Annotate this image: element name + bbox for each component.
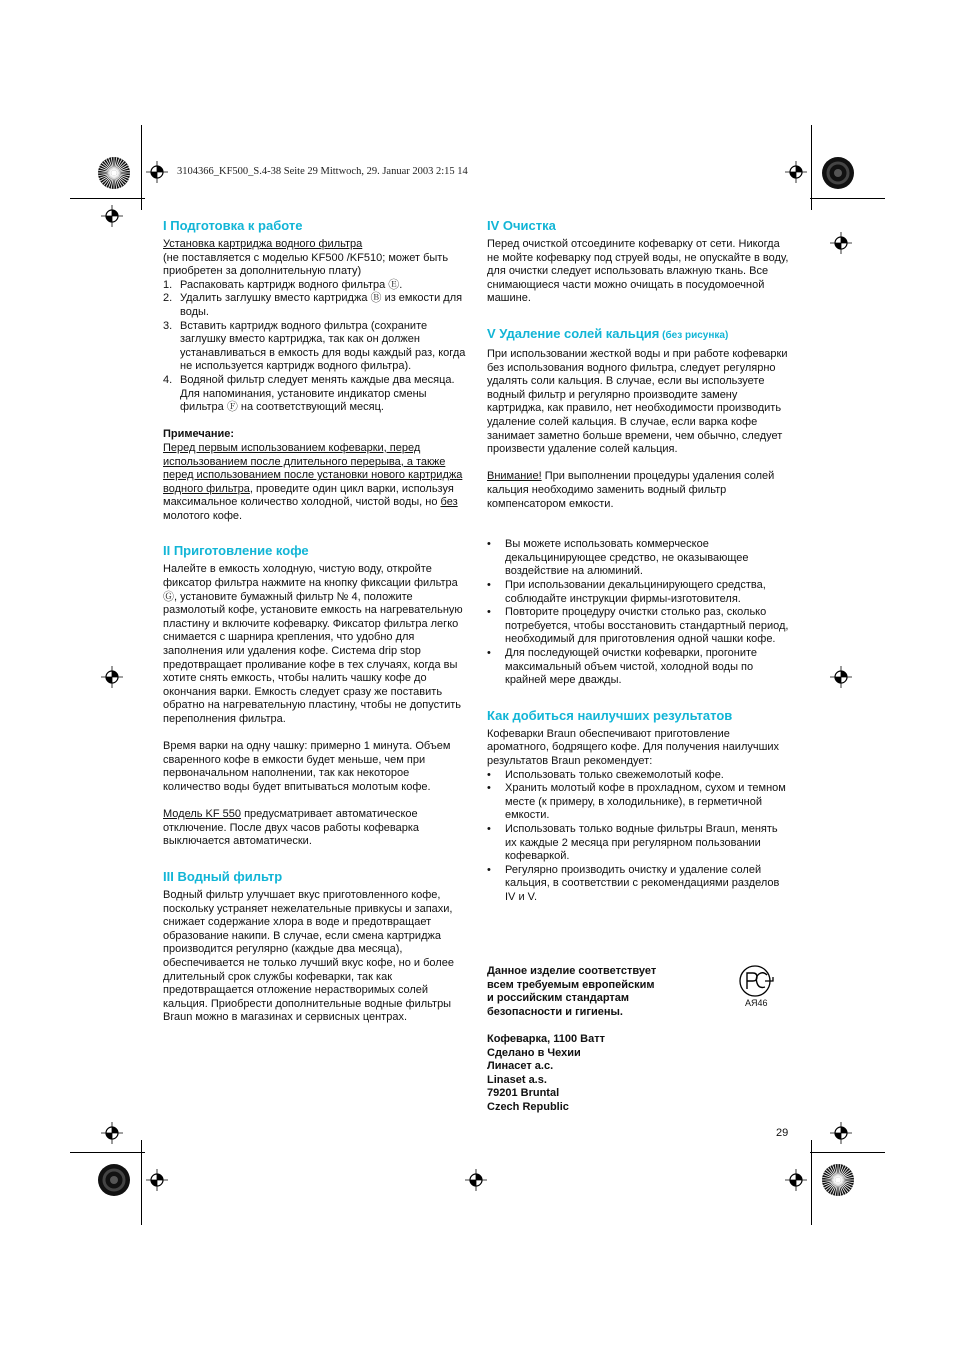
list-item: • Использовать только водные фильтры Braun, менять их каждые 2 месяца при регулярном пользовании кофеваркой. [487, 823, 792, 864]
registration-mark-icon [101, 1122, 123, 1144]
list-item: • Для последующей очистки кофеварки, прогоните максимальный объем чистой, холодной воды по крайней мере дважды. [487, 647, 792, 688]
registration-mark-icon [146, 161, 168, 183]
registration-mark-icon [101, 666, 123, 688]
section-title: V Удаление солей кальция (без рисунка) [487, 325, 729, 341]
list-item: • Регулярно производить очистку и удаление солей кальция, в соответствии с рекомендациями разделов IV и V. [487, 864, 792, 905]
compliance-statement: Данное изделие соответствует всем требуемым европейским и российским стандартам безопасности и гигиены. [487, 965, 657, 1018]
registration-mark-icon [830, 666, 852, 688]
list-item: 1. Распаковать картридж водного фильтра Ⓔ. [163, 278, 403, 291]
right-column [487, 218, 792, 905]
paragraph: Модель KF 550 предусматривает автоматическое отключение. После двух часов работы кофеварка выключается автоматически. [163, 808, 420, 848]
section-title: I Подготовка к работе [163, 218, 303, 233]
crop-line [70, 198, 145, 199]
manufacturer-address: Кофеварка, 1100 Ватт Сделано в Чехии Линасет а.с. Linaset a.s. 79201 Bruntal Czech Republic [487, 1033, 605, 1113]
paragraph: Время варки на одну чашку: примерно 1 минута. Объем сваренного кофе в емкости будет меньше, чем при первоначальном наполнении, так как некоторое количество воды будет впитываться молотым кофе. [163, 740, 451, 793]
section-title: II Приготовление кофе [163, 543, 309, 559]
paragraph: При использовании жесткой воды и при работе кофеварки без использования водного фильтра, следует регулярно удалять соли кальция. В случае, если вы используете водный фильтр и регулярно производите замену картриджа, как правило, нет необходимости производить удаление солей кальция. В случае, если варка кофе занимает заметно больше времени, чем обычно, следует произвести удаление солей кальция. [487, 347, 788, 456]
list-item: 4. Водяной фильтр следует менять каждые два месяца. Для напоминания, установите индикатор смены фильтра Ⓕ на соответствующий месяц. [163, 373, 455, 414]
list-item: 2. Удалить заглушку вместо картриджа Ⓑ из емкости для воды. [163, 292, 463, 318]
print-rosette-icon [97, 1163, 131, 1197]
paragraph: Налейте в емкость холодную, чистую воду, откройте фиксатор фильтра нажмите на кнопку фиксации фильтра Ⓖ, установите бумажный фильтр № 4, положите размолотый кофе, установите емкость на нагревательную пластину и включите кофеварку. Фиксатор фильтра легко снимается с шарнира крепления, что удобно для заполнения или удаления кофе. Система drip stop предотвращает проливание кофе в тех случаях, когда вы хотите снять емкость, чтобы налить чашку кофе до окончания варки. Емкость следует сразу же поставить обратно на нагревательную пластину, чтобы не допустить переполнения фильтра. [163, 563, 463, 725]
registration-mark-icon [146, 1169, 168, 1191]
print-rosette-icon [821, 156, 855, 190]
note-title: Примечание: [163, 428, 235, 441]
print-rosette-icon [97, 156, 131, 190]
crop-line [810, 198, 885, 199]
list-item: 3. Вставить картридж водного фильтра (сохраните заглушку вместо картриджа, так как он должен устанавливаться в емкость для воды каждый раз, когда не используется картридж водного фильтра). [163, 319, 466, 373]
left-column [163, 218, 468, 1025]
list-item: • Вы можете использовать коммерческое декальцинирующее средство, не оказывающее воздействие на алюминий. [487, 538, 792, 579]
section-title: IV Очистка [487, 218, 556, 233]
list-item: • Использовать только свежемолотый кофе. [487, 769, 792, 783]
crop-line [70, 1152, 145, 1153]
note-paragraph: Перед первым использованием кофеварки, перед использованием после длительного перерыва, а также перед использованием после установки нового картриджа водного фильтра, проведите один цикл варки, используя максимальное количество холодной, чистой воды, но без молотого кофе. [163, 441, 463, 522]
registration-mark-icon [830, 232, 852, 254]
list-item: • Хранить молотый кофе в прохладном, сухом и темном месте (к примеру, в холодильнике), в герметичной емкости. [487, 782, 792, 823]
page-number: 29 [776, 1127, 789, 1139]
paragraph: Кофеварки Braun обеспечивают приготовление ароматного, бодрящего кофе. Для получения наилучших результатов Braun рекомендует: [487, 727, 780, 767]
bullet-list [487, 769, 792, 905]
bullet-list [487, 538, 792, 688]
list-item: • Повторите процедуру очистки столько раз, сколько потребуется, чтобы восстановить стандартный период, необходимый для приготовления одной чашки кофе. [487, 606, 792, 647]
list-item: • При использовании декальцинирующего средства, соблюдайте инструкции фирмы-изготовителя. [487, 579, 792, 606]
section-title: Как добиться наилучших результатов [487, 707, 733, 723]
crop-line [810, 1152, 885, 1153]
paragraph: Перед очисткой отсоедините кофеварку от сети. Никогда не мойте кофеварку под струей воды, не опускайте в воду, для очистки следует использовать влажную ткань. Все снимающиеся части можно очищать в посудомоечной машине. [487, 238, 789, 305]
registration-mark-icon [785, 161, 807, 183]
section-title: III Водный фильтр [163, 868, 283, 884]
paragraph: Водный фильтр улучшает вкус приготовленного кофе, поскольку устраняет нежелательные привкусы и запахи, снижает содержание хлора в воде и предотвращает образование накипи. В случае, если смена картриджа производится регулярно (каждые два месяца), обеспечивается не только лучший вкус кофе, но и более длительный срок службы кофеварки, так как предотвращается отложение нерастворимых солей кальция. Приобрести дополнительные водные фильтры Braun можно в магазинах и сервисных центрах. [163, 888, 454, 1024]
registration-mark-icon [830, 1122, 852, 1144]
certification-code: АЯ46 [745, 998, 768, 1008]
certification-mark-icon [737, 965, 777, 999]
registration-mark-icon [101, 205, 123, 227]
print-rosette-icon [821, 1163, 855, 1197]
print-slug: 3104366_KF500_S.4-38 Seite 29 Mittwoch, 29. Januar 2003 2:15 14 [177, 166, 468, 177]
registration-mark-icon [785, 1169, 807, 1191]
subheading: Установка картриджа водного фильтра [163, 238, 363, 250]
paragraph: Внимание! При выполнении процедуры удаления солей кальция необходимо заменить водный фильтр компенсатором емкости. [487, 470, 775, 510]
registration-mark-icon [465, 1169, 487, 1191]
paragraph: (не поставляется с моделью KF500 /KF510; может быть приобретен за дополнительную плату) [163, 251, 449, 278]
numbered-list [163, 279, 468, 415]
